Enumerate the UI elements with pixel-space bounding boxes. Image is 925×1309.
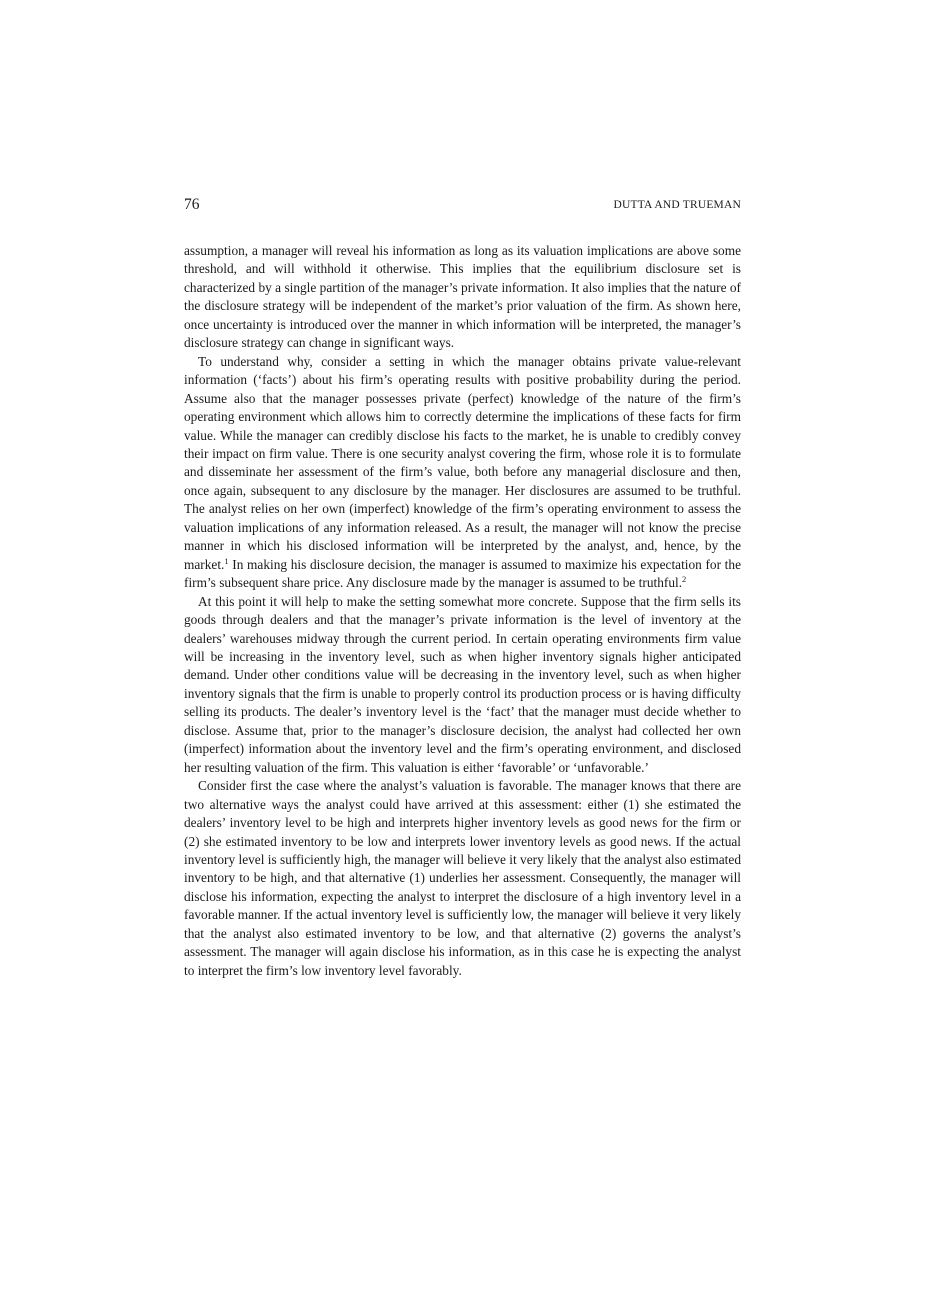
running-title: DUTTA AND TRUEMAN bbox=[613, 199, 741, 211]
paragraph-setting bbox=[184, 353, 741, 593]
footnote-marker-1[interactable]: 1 bbox=[224, 555, 229, 566]
paragraph-favorable-case: Consider first the case where the analyst’s valuation is favorable. The manager knows that there are two alternative ways the analyst could have arrived at this assessment: either (1) she estimated the dealers’ inventory level to be high and interprets higher inventory levels as good news for the firm or (2) she estimated inventory to be low and interprets lower inventory levels as good news. If the actual inventory level is sufficiently high, the manager will believe it very likely that the analyst also estimated inventory to be high, and that alternative (1) underlies her assessment. Consequently, the manager will disclose his information, expecting the analyst to interpret the disclosure of a high inventory level in a favorable manner. If the actual inventory level is sufficiently low, the manager will believe it very likely that the analyst also estimated inventory to be low, and that alternative (2) governs the analyst’s assessment. The manager will again disclose his information, as in this case he is expecting the analyst to interpret the firm’s low inventory level favorably. bbox=[184, 778, 741, 978]
body-text bbox=[184, 242, 741, 980]
paragraph-concrete-example: At this point it will help to make the setting somewhat more concrete. Suppose that the firm sells its goods through dealers and that the manager’s private information is the level of inventory at the dealers’ warehouses midway through the current period. In certain operating environments firm value will be increasing in the inventory level, such as when higher inventory signals higher anticipated demand. Under other conditions value will be decreasing in the inventory level, such as when higher inventory signals that the firm is unable to properly control its production process or is having difficulty selling its products. The dealer’s inventory level is the ‘fact’ that the manager must decide whether to disclose. Assume that, prior to the manager’s disclosure decision, the analyst had collected her own (imperfect) information about the inventory level and the firm’s operating environment, and disclosed her resulting valuation of the firm. This valuation is either ‘favorable’ or ‘unfavorable.’ bbox=[184, 593, 741, 775]
paragraph-setting-text-a: To understand why, consider a setting in which the manager obtains private value-relevant information (‘facts’) about his firm’s operating results with positive probability during the period. Assume also that the manager possesses private (perfect) knowledge of the nature of the firm’s operating environment which allows him to correctly determine the implications of these facts for firm value. While the manager can credibly disclose his facts to the market, he is unable to credibly convey their impact on firm value. There is one security analyst covering the firm, whose role it is to formulate and disseminate her assessment of the firm’s value, both before any managerial disclosure and then, once again, subsequent to any disclosure by the manager. Her disclosures are assumed to be truthful. The analyst relies on her own (imperfect) knowledge of the firm’s operating environment to assess the valuation implications of any information released. As a result, the manager will not know the precise manner in which his disclosed information will be interpreted by the analyst, and, hence, by the market. bbox=[184, 353, 741, 572]
page-number: 76 bbox=[184, 196, 200, 213]
paragraph-continuation: assumption, a manager will reveal his information as long as its valuation implications are above some threshold, and will withhold it otherwise. This implies that the equilibrium disclosure set is characterized by a single partition of the manager’s private information. It also implies that the nature of the disclosure strategy will be independent of the market’s prior valuation of the firm. As shown here, once uncertainty is introduced over the manner in which information will be interpreted, the manager’s disclosure strategy can change in significant ways. bbox=[184, 243, 741, 351]
footnote-marker-2[interactable]: 2 bbox=[682, 574, 687, 585]
running-head bbox=[184, 196, 741, 220]
page bbox=[184, 196, 741, 980]
paragraph-setting-text-b: In making his disclosure decision, the manager is assumed to maximize his expectation for the firm’s subsequent share price. Any disclosure made by the manager is assumed to be truthful. bbox=[184, 556, 741, 591]
